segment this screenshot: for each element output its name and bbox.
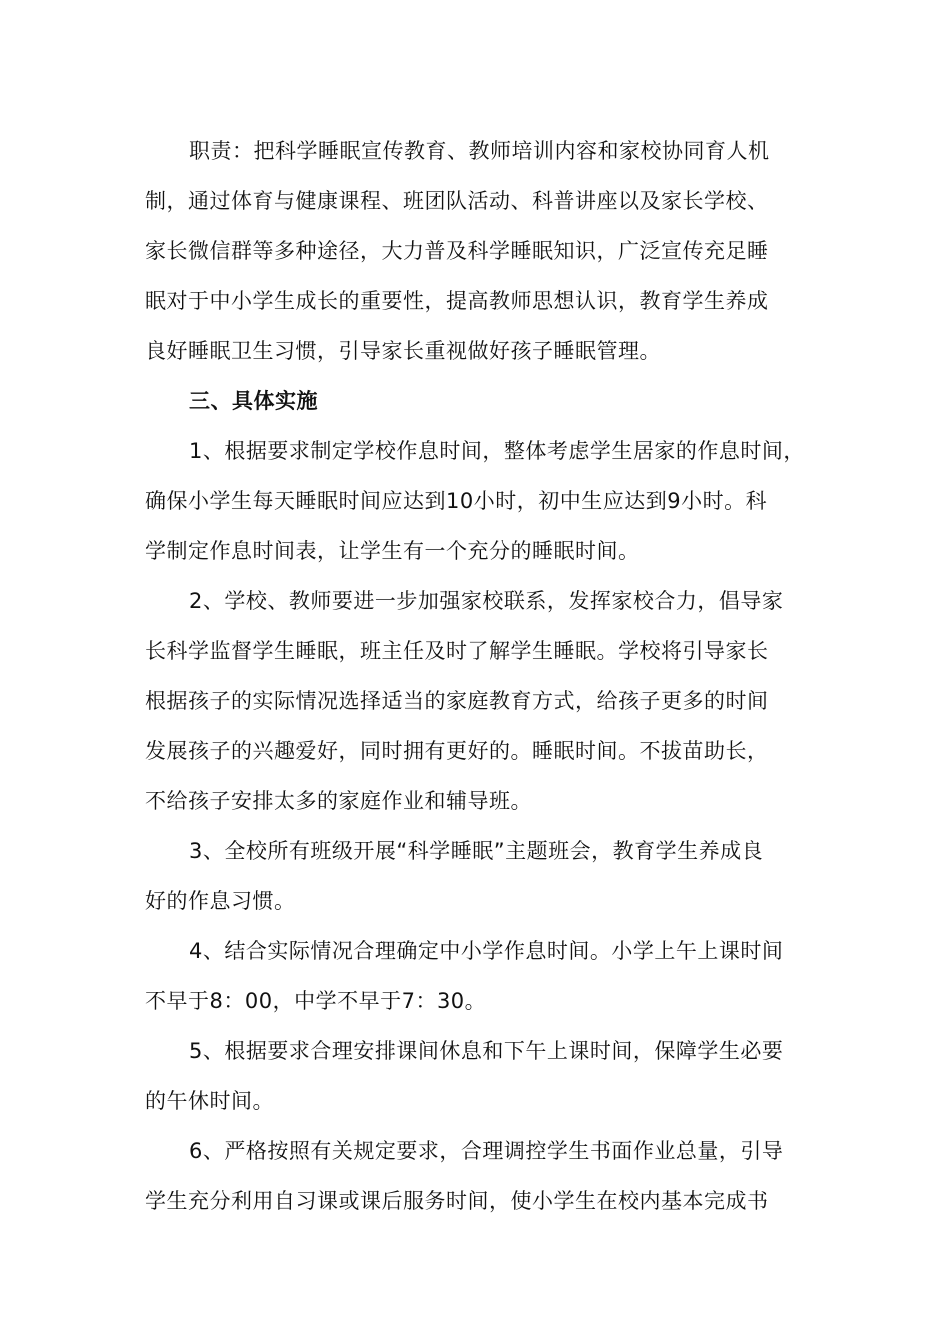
text-line: 不早于8：00，中学不早于7：30。 — [145, 989, 487, 1013]
text-line: 学生充分利用自习课或课后服务时间，使小学生在校内基本完成书 — [145, 1189, 769, 1213]
text-line: 6、严格按照有关规定要求，合理调控学生书面作业总量，引导 — [189, 1139, 784, 1163]
document-body — [145, 134, 810, 1234]
text-line: 根据孩子的实际情况选择适当的家庭教育方式，给孩子更多的时间 — [145, 689, 769, 713]
text-line: 确保小学生每天睡眠时间应达到10小时，初中生应达到9小时。科 — [145, 489, 768, 513]
text-line: 3、全校所有班级开展“科学睡眠”主题班会，教育学生养成良 — [189, 839, 764, 863]
text-line: 的午休时间。 — [145, 1089, 274, 1113]
text-line: 发展孩子的兴趣爱好，同时拥有更好的。睡眠时间。不拔苗助长， — [145, 739, 769, 763]
text-line: 家长微信群等多种途径，大力普及科学睡眠知识，广泛宣传充足睡 — [145, 239, 769, 263]
paragraph-item-1 — [145, 434, 810, 584]
text-line: 5、根据要求合理安排课间休息和下午上课时间，保障学生必要 — [189, 1039, 784, 1063]
section-heading — [145, 384, 810, 434]
text-line: 职责：把科学睡眠宣传教育、教师培训内容和家校协同育人机 — [189, 139, 770, 163]
paragraph-duties — [145, 134, 810, 384]
text-line: 好的作息习惯。 — [145, 889, 296, 913]
paragraph-item-4 — [145, 934, 810, 1034]
text-line: 学制定作息时间表，让学生有一个充分的睡眠时间。 — [145, 539, 640, 563]
paragraph-item-3 — [145, 834, 810, 934]
text-line: 1、根据要求制定学校作息时间，整体考虑学生居家的作息时间， — [189, 439, 805, 463]
text-line: 良好睡眠卫生习惯，引导家长重视做好孩子睡眠管理。 — [145, 339, 661, 363]
paragraph-item-2 — [145, 584, 810, 834]
paragraph-item-6 — [145, 1134, 810, 1234]
text-line: 制，通过体育与健康课程、班团队活动、科普讲座以及家长学校、 — [145, 189, 769, 213]
text-line: 不给孩子安排太多的家庭作业和辅导班。 — [145, 789, 532, 813]
heading-line: 三、具体实施 — [189, 389, 318, 413]
paragraph-item-5 — [145, 1034, 810, 1134]
text-line: 4、结合实际情况合理确定中小学作息时间。小学上午上课时间 — [189, 939, 784, 963]
text-line: 长科学监督学生睡眠，班主任及时了解学生睡眠。学校将引导家长 — [145, 639, 769, 663]
text-line: 眠对于中小学生成长的重要性，提高教师思想认识，教育学生养成 — [145, 289, 769, 313]
text-line: 2、学校、教师要进一步加强家校联系，发挥家校合力，倡导家 — [189, 589, 784, 613]
